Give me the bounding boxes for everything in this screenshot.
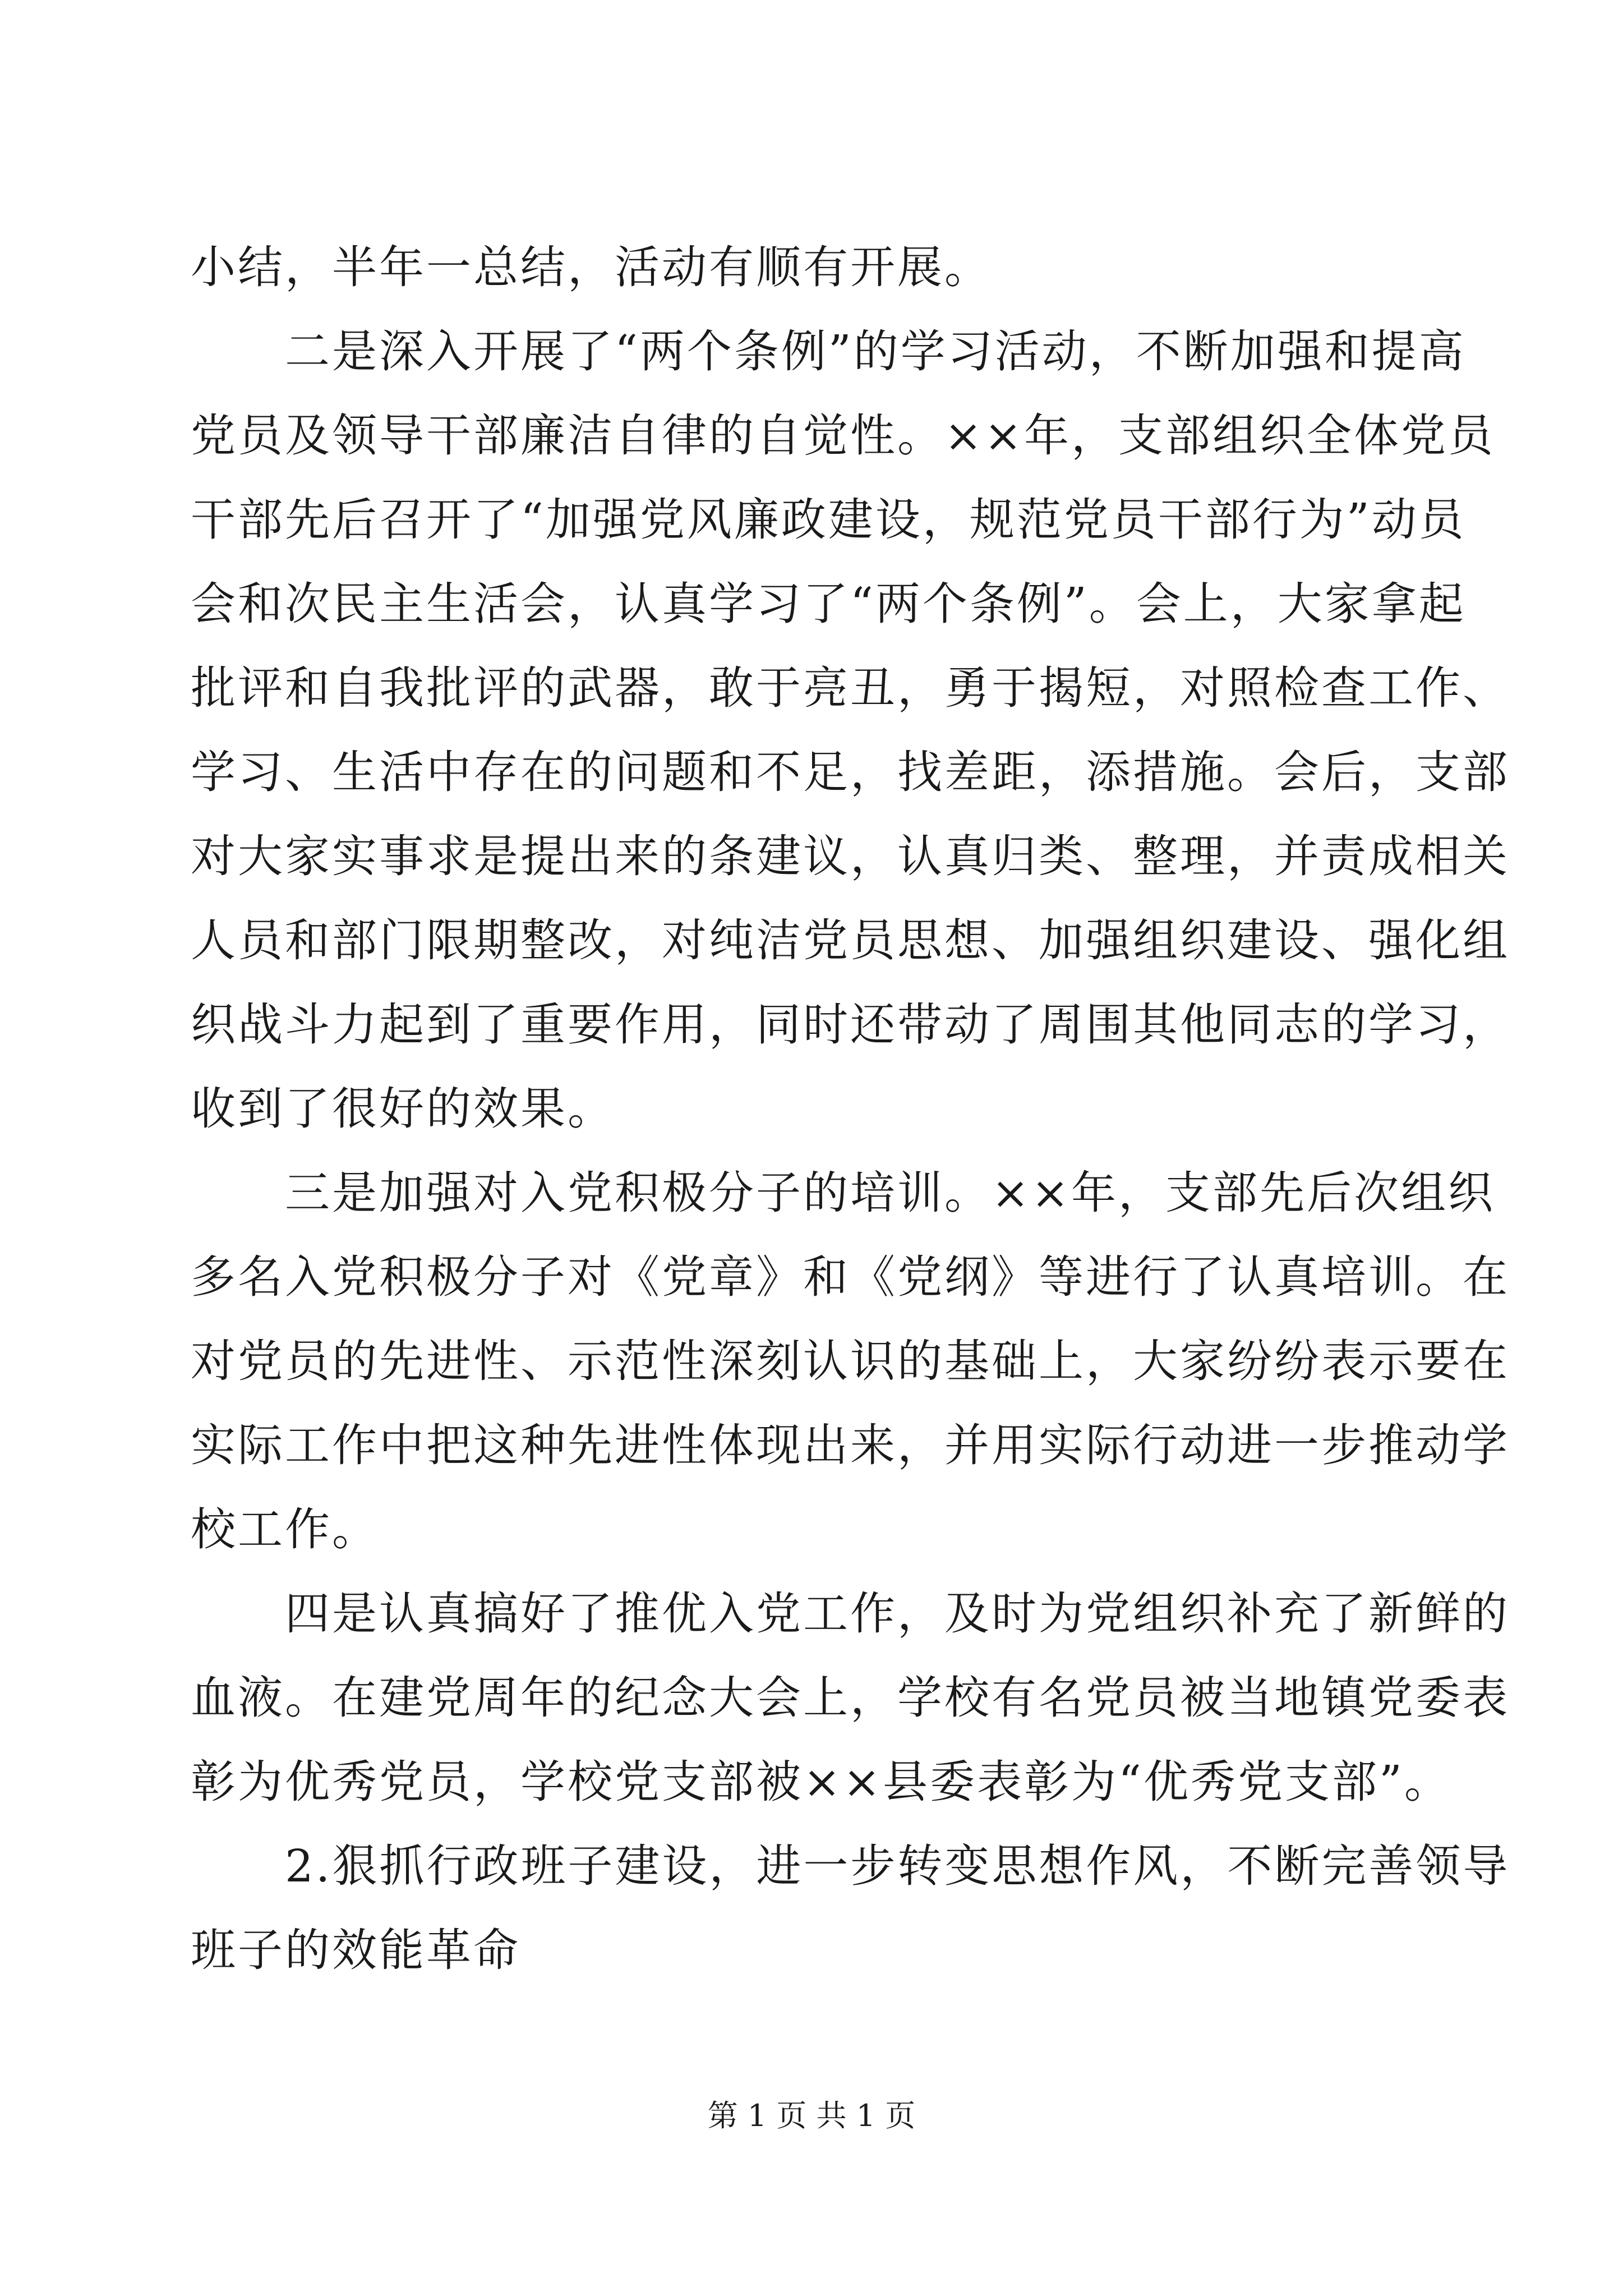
text-line: 二是深入开展了“两个条例”的学习活动，不断加强和提高 — [285, 325, 1466, 378]
text-line: 四是认真搞好了推优入党工作，及时为党组织补充了新鲜的 — [285, 1588, 1510, 1640]
text-line: 党员及领导干部廉洁自律的自觉性。××年，支部组织全体党员 — [191, 409, 1496, 462]
text-line: 三是加强对入党积极分子的培训。××年，支部先后次组织 — [285, 1167, 1496, 1219]
text-line: 实际工作中把这种先进性体现出来，并用实际行动进一步推动学 — [191, 1419, 1510, 1471]
text-line: 学习、生活中存在的问题和不足，找差距，添措施。会后，支部 — [191, 746, 1510, 798]
text-line: 干部先后召开了“加强党风廉政建设，规范党员干部行为”动员 — [191, 494, 1466, 546]
text-line: 人员和部门限期整改，对纯洁党员思想、加强组织建设、强化组 — [191, 914, 1510, 967]
text-line: 对大家实事求是提出来的条建议，认真归类、整理，并责成相关 — [191, 830, 1510, 882]
text-line: 收到了很好的效果。 — [191, 1083, 615, 1135]
text-line: 彰为优秀党员，学校党支部被××县委表彰为“优秀党支部”。 — [191, 1756, 1451, 1808]
text-line: 血液。在建党周年的纪念大会上，学校有名党员被当地镇党委表 — [191, 1672, 1510, 1724]
text-line: 多名入党积极分子对《党章》和《党纲》等进行了认真培训。在 — [191, 1251, 1510, 1303]
page-footer: 第 1 页 共 1 页 — [707, 2098, 916, 2133]
text-line: 对党员的先进性、示范性深刻认识的基础上，大家纷纷表示要在 — [191, 1335, 1510, 1387]
text-line: 2.狠抓行政班子建设，进一步转变思想作风，不断完善领导 — [285, 1840, 1510, 1892]
text-line: 班子的效能革命 — [191, 1924, 520, 1976]
text-line: 小结，半年一总结，活动有顺有开展。 — [191, 241, 992, 293]
text-line: 织战斗力起到了重要作用，同时还带动了周围其他同志的学习， — [191, 999, 1510, 1051]
text-line: 批评和自我批评的武器，敢于亮丑，勇于揭短，对照检查工作、 — [191, 662, 1510, 714]
text-line: 会和次民主生活会，认真学习了“两个条例”。会上，大家拿起 — [191, 578, 1466, 630]
text-line: 校工作。 — [191, 1503, 379, 1556]
